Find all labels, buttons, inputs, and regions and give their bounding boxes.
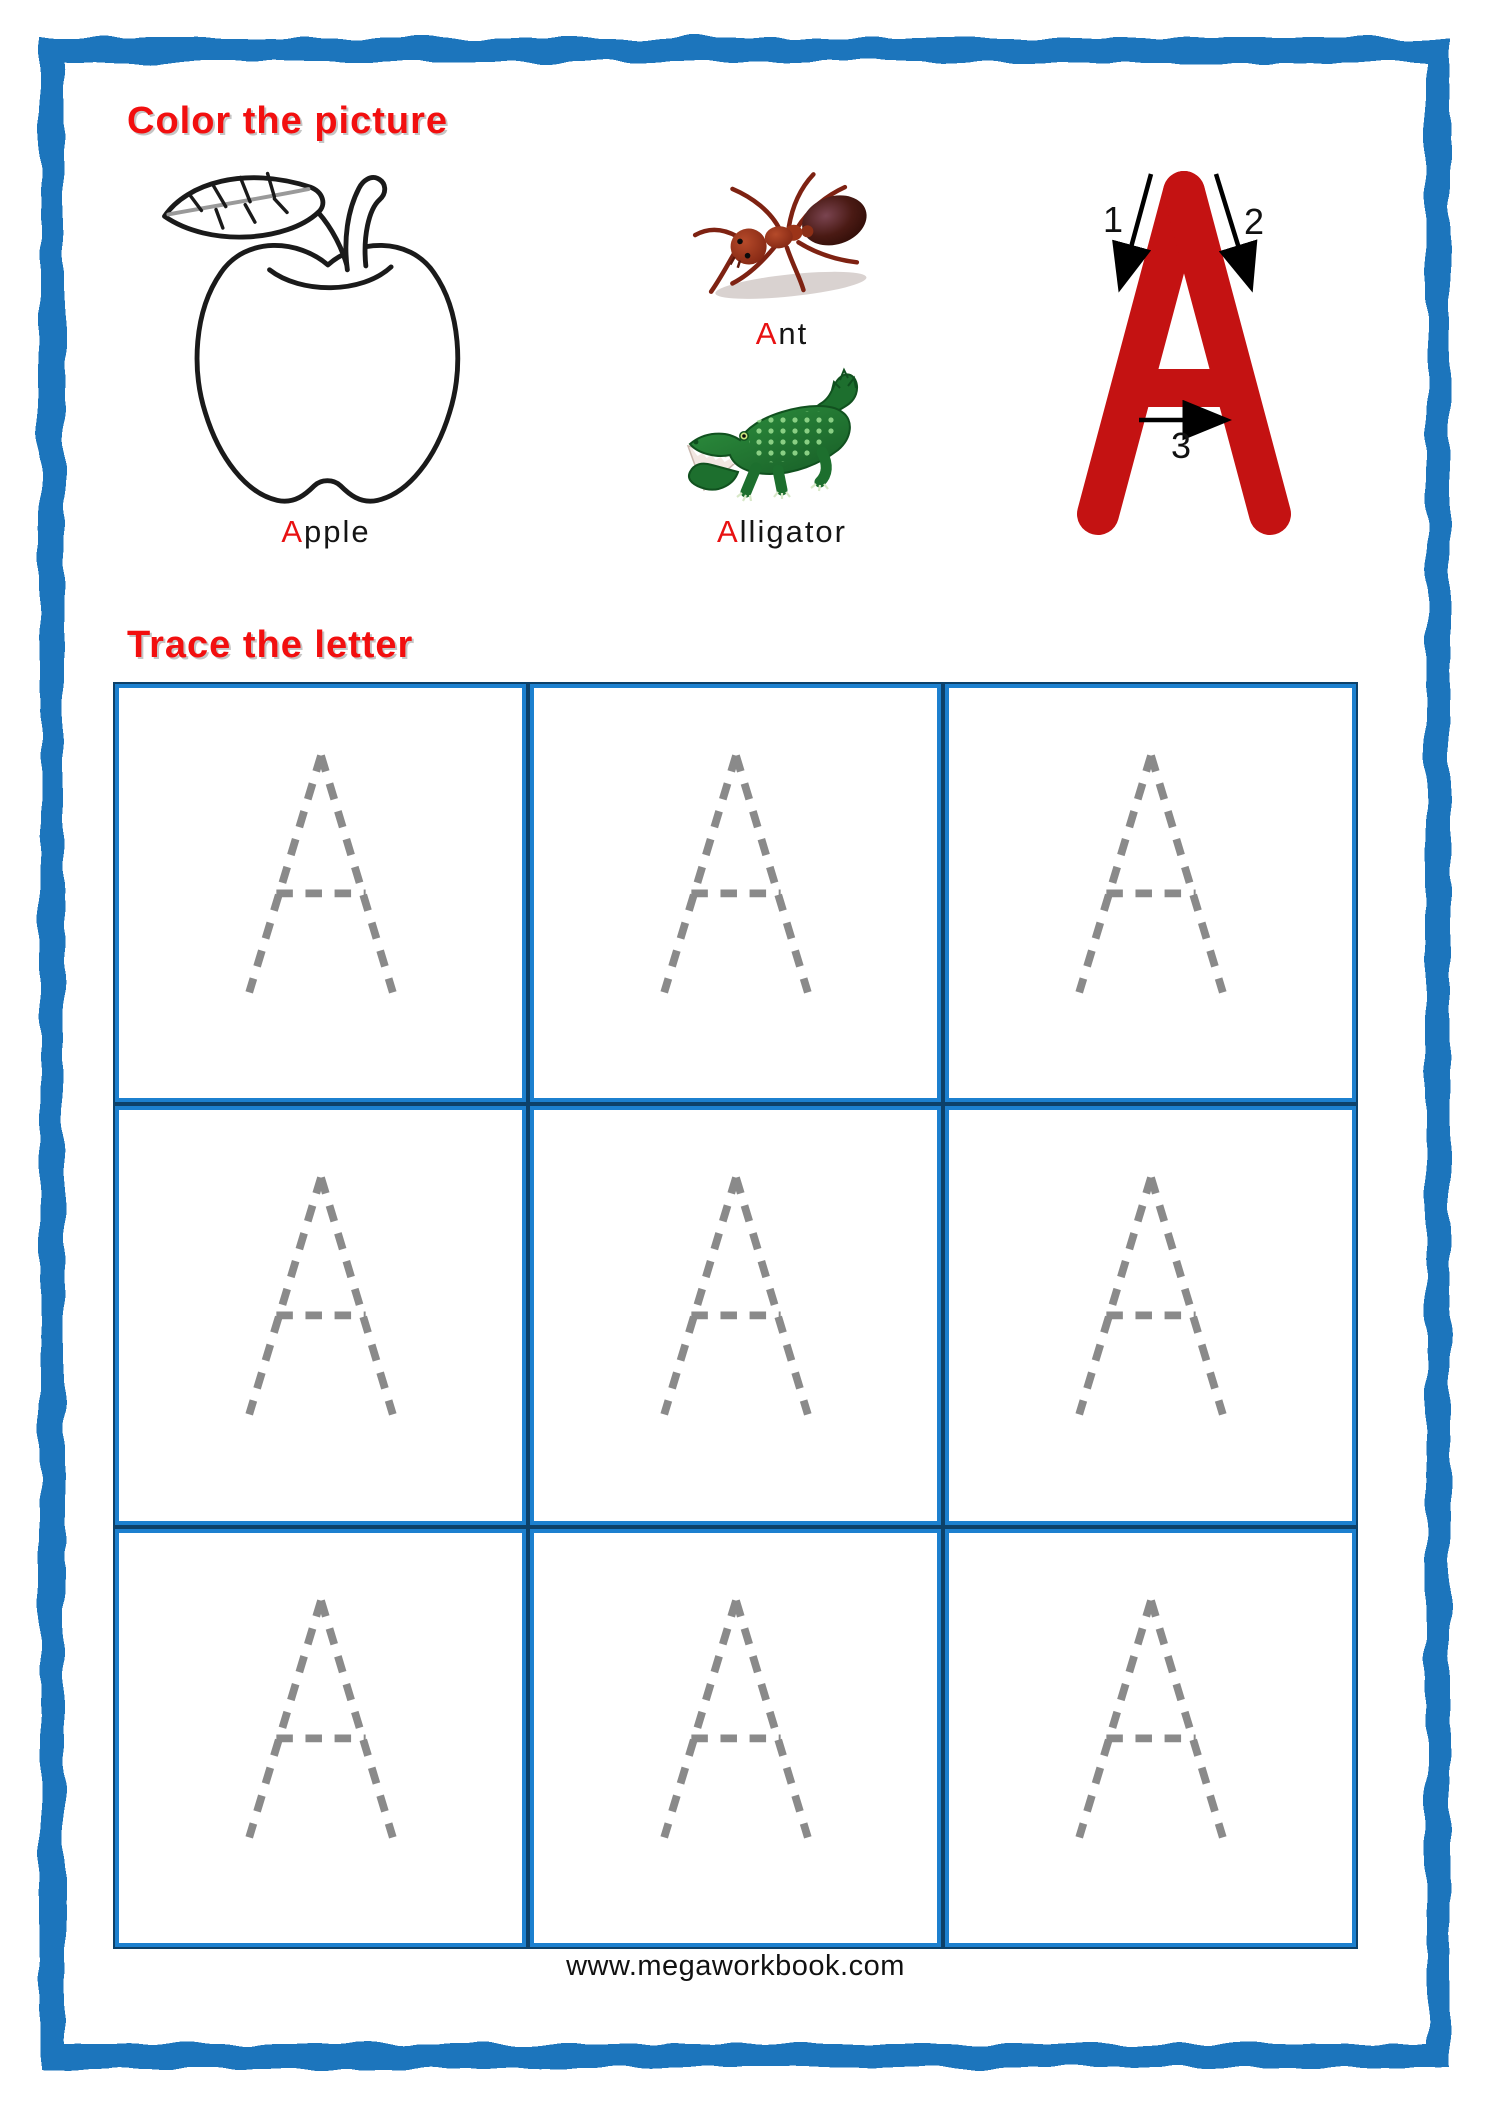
trace-cell-3 xyxy=(943,682,1358,1104)
dashed-letter-a xyxy=(1063,742,1239,1004)
apple-label xyxy=(150,514,502,550)
dashed-letter-a xyxy=(233,742,409,1004)
ant-label-initial: A xyxy=(755,316,779,351)
stroke-number-2: 2 xyxy=(1243,201,1265,242)
alligator-label xyxy=(642,514,922,550)
stroke-number-3: 3 xyxy=(1170,425,1192,466)
dashed-letter-a xyxy=(1063,1164,1239,1426)
section-heading-trace-letter: Trace the letter xyxy=(127,624,414,666)
ant-image xyxy=(686,164,878,310)
ant-label xyxy=(686,316,878,352)
section-heading-color-picture: Color the picture xyxy=(127,100,449,142)
ant-label-rest: nt xyxy=(778,316,809,351)
stroke-number-1: 1 xyxy=(1102,199,1124,240)
dashed-letter-a xyxy=(233,1164,409,1426)
letter-a-stroke-guide xyxy=(1053,158,1315,558)
dashed-letter-a xyxy=(648,1164,824,1426)
trace-cell-1 xyxy=(113,682,528,1104)
dashed-letter-a xyxy=(648,1587,824,1849)
apple-label-initial: A xyxy=(281,514,305,549)
dashed-letter-a xyxy=(648,742,824,1004)
trace-grid xyxy=(113,682,1358,1949)
alligator-label-rest: lligator xyxy=(739,514,847,549)
dashed-letter-a xyxy=(233,1587,409,1849)
dashed-letter-a xyxy=(1063,1587,1239,1849)
alligator-label-initial: A xyxy=(716,514,740,549)
trace-cell-9 xyxy=(943,1527,1358,1949)
apple-line-art xyxy=(148,156,500,512)
trace-cell-6 xyxy=(943,1104,1358,1526)
trace-cell-5 xyxy=(528,1104,943,1526)
footer-url: www.megaworkbook.com xyxy=(566,1950,905,1982)
trace-cell-7 xyxy=(113,1527,528,1949)
trace-cell-8 xyxy=(528,1527,943,1949)
apple-label-rest: pple xyxy=(304,514,371,549)
alligator-image xyxy=(682,360,872,504)
trace-cell-4 xyxy=(113,1104,528,1526)
trace-cell-2 xyxy=(528,682,943,1104)
